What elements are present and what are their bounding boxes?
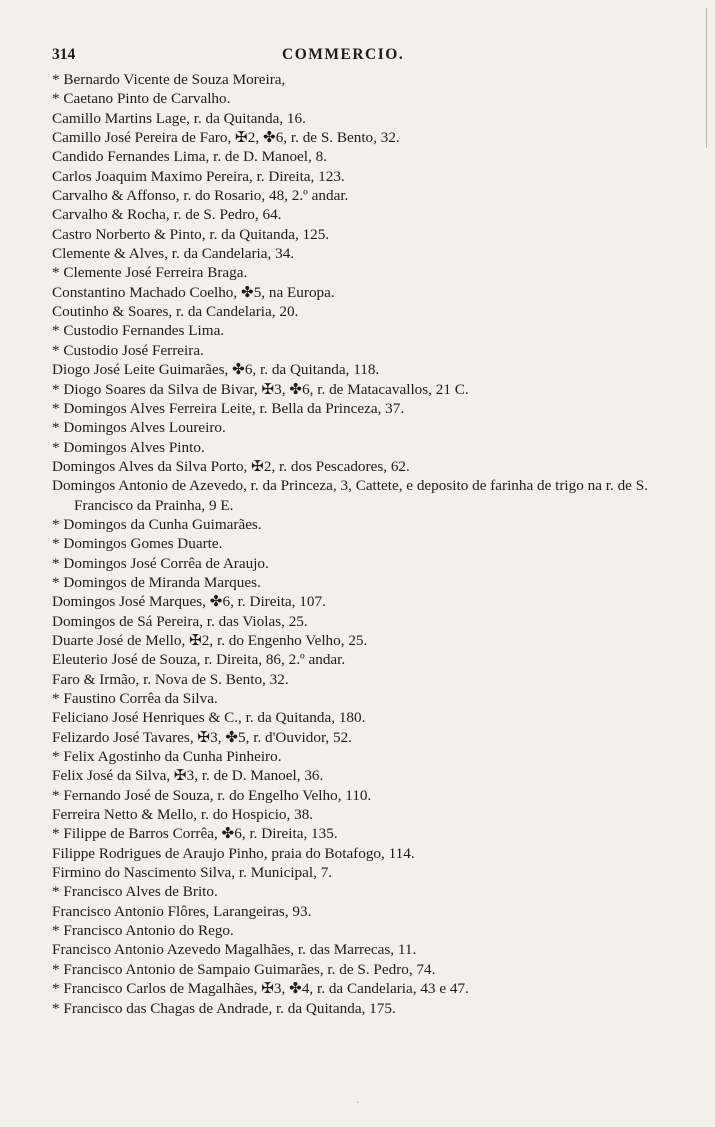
directory-entry: Domingos José Marques, ✤6, r. Direita, 107. [52,593,326,611]
directory-entry: Castro Norberto & Pinto, r. da Quitanda, 125. [52,225,330,243]
page-header [52,46,592,68]
directory-entry: Francisco Antonio Azevedo Magalhães, r. das Marrecas, 11. [52,941,417,959]
directory-entry: * Bernardo Vicente de Souza Moreira, [52,71,286,88]
directory-entry: Constantino Machado Coelho, ✤5, na Europa. [52,283,335,301]
directory-entry: * Francisco Alves de Brito. [52,883,218,901]
directory-entry: Carvalho & Rocha, r. de S. Pedro, 64. [52,206,282,224]
page-number: 314 [52,46,76,63]
directory-entry: Firmino do Nascimento Silva, r. Municipal, 7. [52,864,333,882]
page-title: COMMERCIO. [282,46,405,63]
directory-list [52,70,692,1018]
directory-entry: * Domingos Alves Loureiro. [52,419,226,437]
directory-entry: Ferreira Netto & Mello, r. do Hospicio, 38. [52,806,314,824]
directory-entry: * Clemente José Ferreira Braga. [52,264,248,282]
directory-entry: Camillo Martins Lage, r. da Quitanda, 16. [52,109,306,127]
directory-entry: * Diogo Soares da Silva de Bivar, ✠3, ✤6, r. de Matacavallos, 21 C. [52,380,469,398]
directory-entry: Felizardo José Tavares, ✠3, ✤5, r. d'Ouvidor, 52. [52,728,352,746]
directory-entry: Candido Fernandes Lima, r. de D. Manoel, 8. [52,148,328,166]
directory-entry: Diogo José Leite Guimarães, ✤6, r. da Quitanda, 118. [52,361,380,379]
directory-entry: * Domingos Gomes Duarte. [52,535,223,553]
directory-entry: * Domingos Alves Ferreira Leite, r. Bella da Princeza, 37. [52,399,405,417]
directory-entry: Domingos Alves da Silva Porto, ✠2, r. dos Pescadores, 62. [52,457,410,475]
directory-entry: * Filippe de Barros Corrêa, ✤6, r. Direita, 135. [52,825,338,843]
directory-entry: Faro & Irmão, r. Nova de S. Bento, 32. [52,670,289,688]
page-speck: · [356,1098,360,1109]
directory-entry: Francisco Antonio Flôres, Larangeiras, 93. [52,902,312,920]
directory-entry: * Domingos Alves Pinto. [52,438,205,456]
directory-entry: * Custodio Fernandes Lima. [52,322,225,340]
directory-entry: Domingos Antonio de Azevedo, r. da Princeza, 3, Cattete, e deposito de farinha de trigo na r. de S. Francisco da Prainha, 9 E. [52,477,648,514]
directory-entry: * Domingos de Miranda Marques. [52,573,261,591]
directory-entry: Filippe Rodrigues de Araujo Pinho, praia do Botafogo, 114. [52,844,415,862]
directory-entry: * Domingos José Corrêa de Araujo. [52,554,269,572]
directory-entry: * Domingos da Cunha Guimarães. [52,515,262,533]
directory-entry: * Caetano Pinto de Carvalho. [52,90,231,108]
directory-entry: Coutinho & Soares, r. da Candelaria, 20. [52,303,299,321]
directory-entry: * Felix Agostinho da Cunha Pinheiro. [52,748,282,766]
directory-entry: Camillo José Pereira de Faro, ✠2, ✤6, r. de S. Bento, 32. [52,129,400,147]
directory-entry: Carvalho & Affonso, r. do Rosario, 48, 2.º andar. [52,187,349,205]
directory-entry: * Francisco Antonio do Rego. [52,922,234,940]
directory-entry: Domingos de Sá Pereira, r. das Violas, 25. [52,612,308,630]
directory-entry: * Custodio José Ferreira. [52,341,204,359]
directory-entry: * Francisco das Chagas de Andrade, r. da Quitanda, 175. [52,999,396,1017]
directory-entry: Feliciano José Henriques & C., r. da Quitanda, 180. [52,709,366,727]
directory-entry: Carlos Joaquim Maximo Pereira, r. Direita, 123. [52,167,345,185]
directory-entry: Felix José da Silva, ✠3, r. de D. Manoel, 36. [52,767,324,785]
directory-entry: * Faustino Corrêa da Silva. [52,690,218,707]
directory-entry: * Francisco Antonio de Sampaio Guimarães, r. de S. Pedro, 74. [52,960,436,978]
directory-entry: Duarte José de Mello, ✠2, r. do Engenho Velho, 25. [52,631,368,649]
page-edge-shadow [702,8,707,148]
directory-entry: * Fernando José de Souza, r. do Engelho Velho, 110. [52,786,372,804]
directory-entry: Eleuterio José de Souza, r. Direita, 86, 2.º andar. [52,651,346,669]
directory-entry: * Francisco Carlos de Magalhães, ✠3, ✤4, r. da Candelaria, 43 e 47. [52,980,469,998]
directory-entry: Clemente & Alves, r. da Candelaria, 34. [52,245,295,263]
